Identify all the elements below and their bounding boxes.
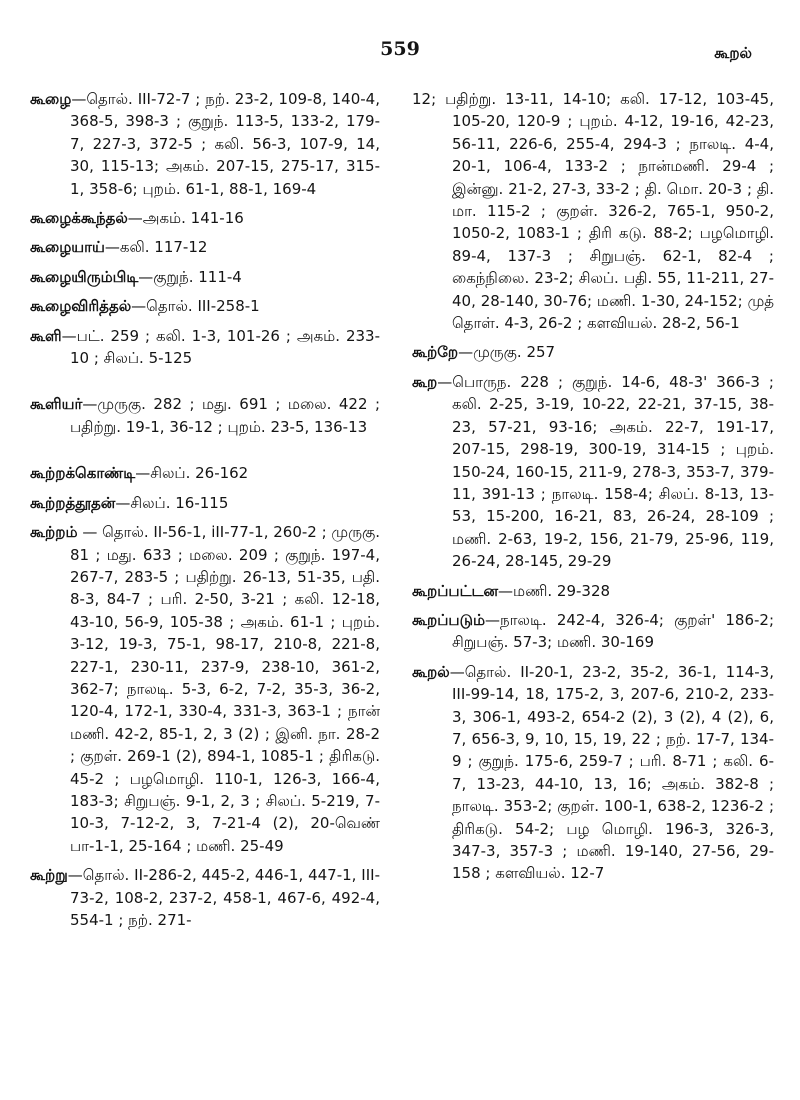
index-entry (30, 393, 380, 438)
entry-references: —தொல். II-20-1, 23-2, 35-2, 36-1, 114-3, III-99-14, 18, 175-2, 3, 207-6, 210-2, 233-3, 306-1, 493-2, 654-2 (2), 3 (2), 4 (2), 6, 7, 656-3, 9, 10, 15, 19, 22 ; நற். 17-7, 134-9 ; குறுந். 175-6, 259-7 ; பரி. 8-71 ; கலி. 6-7, 13-23, 44-10, 13, 16; அகம். 382-8 ; நாலடி. 353-2; குறள். 100-1, 638-2, 1236-2 ; திரிகடு. 54-2; பழ மொழி. 196-3, 326-3, 347-3, 357-3 ; மணி. 19-140, 27-56, 29-158 ; களவியல். 12-7 (449, 662, 774, 883)
running-head: கூறல் (714, 44, 752, 62)
index-entry (412, 371, 774, 573)
entry-headword: கூழைக்கூந்தல் (30, 209, 128, 228)
entry-references: —பொருந. 228 ; குறுந். 14-6, 48-3' 366-3 ; கலி. 2-25, 3-19, 10-22, 22-21, 37-15, 38-23, 57-21, 93-16; அகம். 22-7, 191-17, 207-15, 298-19, 300-19, 314-15 ; புறம். 150-24, 160-15, 211-9, 278-3, 353-7, 379-11, 391-13 ; நாலடி. 158-4; சிலப். 8-13, 13-53, 15-200, 16-21, 83, 26-24, 28-109 ; மணி. 2-63, 19-2, 156, 21-79, 25-96, 119, 26-24, 28-145, 29-29 (437, 372, 774, 571)
entry-references: —கலி. 117-12 (104, 238, 208, 257)
index-entry (412, 341, 774, 363)
entry-references: —பட். 259 ; கலி. 1-3, 101-26 ; அகம். 233-10 ; சிலப். 5-125 (61, 326, 380, 368)
right-column (412, 88, 774, 892)
entry-headword: கூற்று (30, 866, 68, 885)
entry-headword: கூழைவிரித்தல் (30, 297, 132, 316)
entry-references: —சிலப். 16-115 (115, 493, 229, 512)
index-entry (30, 295, 380, 317)
entry-references: 12; பதிற்று. 13-11, 14-10; கலி. 17-12, 103-45, 105-20, 120-9 ; புறம். 4-12, 19-16, 42-23, 56-11, 226-6, 255-4, 294-3 ; நாலடி. 4-4, 20-1, 106-4, 133-2 ; நான்மணி. 29-4 ; இன்னு. 21-2, 27-3, 33-2 ; தி. மொ. 20-3 ; தி. மா. 115-2 ; குறள். 326-2, 765-1, 950-2, 1050-2, 1083-1 ; திரி கடு. 88-2; பழமொழி. 89-4, 137-3 ; சிறுபஞ். 62-1, 82-4 ; கைந்நிலை. 23-2; சிலப். பதி. 55, 11-211, 27-40, 28-140, 30-76; மணி. 1-30, 24-152; முத் தொள். 4-3, 26-2 ; களவியல். 28-2, 56-1 (412, 90, 774, 333)
index-entry-continued (412, 88, 774, 334)
entry-headword: கூற (412, 372, 438, 391)
entry-references: —தொல். III-258-1 (131, 297, 260, 316)
entry-references: —முருகு. 282 ; மது. 691 ; மலை. 422 ; பதிற்று. 19-1, 36-12 ; புறம். 23-5, 136-13 (70, 395, 380, 436)
index-entry (30, 266, 380, 288)
index-entry (30, 236, 380, 258)
index-entry (30, 462, 380, 484)
entry-headword: கூறப்பட்டன (412, 581, 499, 600)
entry-headword: கூற்றே (412, 343, 459, 362)
left-column (30, 88, 380, 938)
index-entry (30, 864, 380, 931)
index-entry (30, 521, 380, 857)
entry-headword: கூற்றக்கொண்டி (30, 464, 136, 483)
index-entry (30, 492, 380, 514)
entry-headword: கூறல் (412, 662, 450, 681)
entry-references: —சிலப். 26-162 (135, 464, 249, 483)
index-entry (412, 609, 774, 654)
entry-headword: கூற்றம் (30, 523, 78, 542)
index-entry (412, 580, 774, 602)
index-entry (412, 661, 774, 885)
entry-headword: கூழையாய் (30, 238, 105, 257)
entry-references: — தொல். II-56-1, iII-77-1, 260-2 ; முருகு. 81 ; மது. 633 ; மலை. 209 ; குறுந். 197-4, 267-7, 283-5 ; பதிற்று. 26-13, 51-35, பதி. 8-3, 84-7 ; பரி. 2-50, 3-21 ; கலி. 12-18, 43-10, 56-9, 105-38 ; அகம். 61-1 ; புறம். 3-12, 19-3, 75-1, 98-17, 210-8, 221-8, 227-1, 230-11, 237-9, 238-10, 361-2, 362-7; நாலடி. 5-3, 6-2, 7-2, 35-3, 36-2, 120-4, 172-1, 330-4, 331-3, 363-1 ; நான் மணி. 42-2, 85-1, 2, 3 (2) ; இனி. நா. 28-2 ; குறள். 269-1 (2), 894-1, 1085-1 ; திரிகடு. 45-2 ; பழமொழி. 110-1, 126-3, 166-4, 183-3; சிறுபஞ். 9-1, 2, 3 ; சிலப். 5-219, 7-10-3, 7-12-2, 3, 7-21-4 (2), 20-வெண் பா-1-1, 25-164 ; மணி. 25-49 (70, 523, 380, 855)
entry-references: —அகம். 141-16 (127, 209, 244, 228)
entry-references: —தொல். II-286-2, 445-2, 446-1, 447-1, III-73-2, 108-2, 237-2, 458-1, 467-6, 492-4, 554-1 ; நற். 271- (67, 866, 380, 929)
entry-headword: கூழை (30, 90, 72, 108)
index-entry (30, 88, 380, 200)
entry-references: —மணி. 29-328 (498, 581, 611, 600)
entry-references: —குறுந். 111-4 (138, 267, 242, 286)
entry-references: —தொல். III-72-7 ; நற். 23-2, 109-8, 140-4, 368-5, 398-3 ; குறுந். 113-5, 133-2, 179-7, 227-3, 372-5 ; கலி. 56-3, 107-9, 14, 30, 115-13; அகம். 207-15, 275-17, 315-1, 358-6; புறம். 61-1, 88-1, 169-4 (70, 90, 380, 198)
page-number: 559 (380, 38, 420, 60)
entry-references: —நாலடி. 242-4, 326-4; குறள்' 186-2; சிறுபஞ். 57-3; மணி. 30-169 (452, 610, 774, 652)
index-entry (30, 207, 380, 229)
entry-headword: கூற்றத்தூதன் (30, 493, 116, 512)
entry-headword: கூளியர் (30, 395, 83, 414)
entry-headword: கூறப்படும் (412, 610, 486, 629)
entry-headword: கூழையிரும்பிடி (30, 267, 139, 286)
entry-headword: கூளி (30, 326, 62, 345)
index-entry (30, 325, 380, 370)
entry-references: —முருகு. 257 (458, 343, 556, 362)
